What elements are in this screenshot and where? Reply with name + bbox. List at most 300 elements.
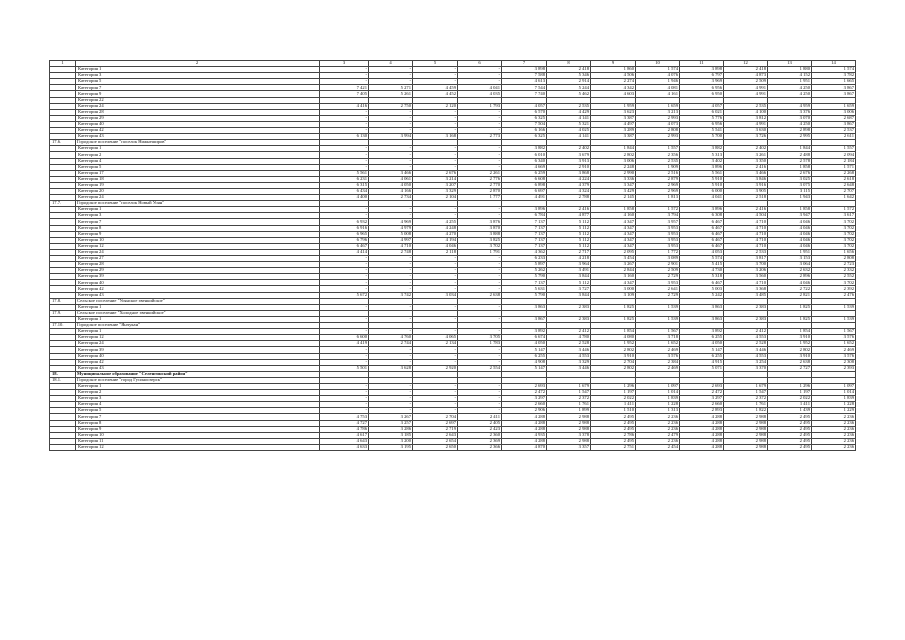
value-cell: 6 166 [502,128,547,134]
value-cell: - [458,115,502,121]
value-cell: 5 897 [502,262,547,268]
value-cell: 3 185 [369,432,413,438]
value-cell: - [413,207,458,213]
value-cell: 2 472 [680,390,724,396]
value-cell: - [413,316,458,322]
value-cell: 5 112 [547,231,591,237]
value-cell: 4 076 [636,73,680,79]
category-label: Категория 29 [76,268,320,274]
value-cell: - [320,383,369,389]
value-cell: 2 332 [812,268,856,274]
value-cell: 1 951 [768,249,812,255]
value-cell: 2 988 [547,414,591,420]
value-cell: 2 988 [724,420,768,426]
value-cell: - [320,164,369,170]
value-cell: 2 472 [502,390,547,396]
value-cell: 3 896 [502,207,547,213]
value-cell: - [369,396,413,402]
value-cell: 3 953 [636,225,680,231]
value-cell: 6 340 [502,158,547,164]
value-cell: 3 378 [547,432,591,438]
value-cell: 2 879 [636,176,680,182]
category-label: Категория 12 [76,335,320,341]
value-cell: 3 898 [680,67,724,73]
value-cell: 3 630 [724,128,768,134]
value-cell: 5 541 [680,128,724,134]
value-cell: 2 495 [768,438,812,444]
value-cell: - [413,79,458,85]
value-cell: 2 535 [636,158,680,164]
value-cell: 3 702 [812,243,856,249]
value-cell: 2 308 [812,359,856,365]
value-cell: 6 467 [680,231,724,237]
value-cell: 4 152 [768,73,812,79]
value-cell: 1 844 [768,146,812,152]
value-cell: 6 965 [320,231,369,237]
value-cell: 2 236 [636,426,680,432]
value-cell: - [458,280,502,286]
value-cell: 4 046 [768,219,812,225]
value-cell: 3 867 [502,316,547,322]
value-cell: 2 236 [636,438,680,444]
value-cell: 3 782 [812,73,856,79]
value-cell: 4 991 [724,85,768,91]
value-cell: 2 022 [591,396,636,402]
value-cell: 2 802 [591,365,636,371]
value-cell: 2 495 [768,414,812,420]
value-cell: - [458,262,502,268]
value-cell: 1 858 [591,207,636,213]
value-cell: 4 050 [502,341,547,347]
value-cell: 3 947 [768,213,812,219]
category-label: Категория 12 [76,243,320,249]
value-cell: 2 366 [458,444,502,450]
value-cell: 3 957 [636,219,680,225]
value-cell: 2 920 [413,365,458,371]
value-cell: 2 402 [547,146,591,152]
value-cell: 2 145 [591,195,636,201]
value-cell: 3 006 [591,158,636,164]
value-cell: 3 075 [768,182,812,188]
value-cell: 2 751 [591,444,636,450]
value-cell: 3 863 [680,316,724,322]
column-number: 11 [680,61,724,67]
value-cell: 2 660 [502,402,547,408]
category-label: Категория 9 [76,231,320,237]
category-label: Категория 1 [76,316,320,322]
value-cell: - [458,316,502,322]
value-cell: 5 910 [680,176,724,182]
value-cell: 4 991 [724,91,768,97]
value-cell: - [369,79,413,85]
value-cell: 1 822 [724,408,768,414]
value-cell: 2 476 [812,292,856,298]
value-cell: 5 574 [680,256,724,262]
tariff-table [49,60,856,451]
category-label: Категория 3 [76,73,320,79]
value-cell: 4 553 [724,353,768,359]
column-number: 9 [591,61,636,67]
value-cell: - [458,121,502,127]
value-cell: 3 347 [591,182,636,188]
value-cell: 2 418 [547,67,591,73]
value-cell: 4 347 [591,219,636,225]
value-cell: 1 642 [812,195,856,201]
value-cell: 2 261 [458,170,502,176]
value-cell: 3 726 [724,134,768,140]
value-cell: 4 141 [547,115,591,121]
value-cell: - [369,268,413,274]
value-cell: 6 325 [502,134,547,140]
value-cell: 3 870 [458,225,502,231]
category-label: Категория 28 [76,109,320,115]
value-cell: 1 825 [591,304,636,310]
value-cell: 3 702 [812,280,856,286]
value-cell: 3 329 [547,359,591,365]
value-cell: 2 693 [502,383,547,389]
value-cell: 3 200 [369,438,413,444]
value-cell: 4 065 [413,335,458,341]
value-cell: 3 466 [724,170,768,176]
value-cell: - [320,262,369,268]
value-cell: 2 773 [458,134,502,140]
value-cell: - [320,121,369,127]
category-label: Категория 17 [76,170,320,176]
column-number: 6 [458,61,502,67]
value-cell: 3 286 [369,426,413,432]
value-cell: 3 576 [636,353,680,359]
value-cell: 5 244 [547,85,591,91]
value-cell: 2 509 [724,79,768,85]
value-cell: 2 729 [636,292,680,298]
category-label: Категория 43 [76,292,320,298]
column-number: 1 [50,61,76,67]
value-cell: 6 010 [502,152,547,158]
value-cell: 1 197 [591,390,636,396]
value-cell: 7 137 [502,219,547,225]
value-cell: - [320,402,369,408]
value-cell: - [413,213,458,219]
value-cell: 2 094 [812,152,856,158]
section-number: 17.10. [50,323,76,329]
value-cell: 3 153 [768,256,812,262]
value-cell: 5 071 [680,365,724,371]
value-cell: 3 910 [768,335,812,341]
value-cell: 4 362 [502,249,547,255]
value-cell: - [369,390,413,396]
value-cell: 3 387 [591,134,636,140]
value-cell: 4 459 [413,85,458,91]
value-cell: 3 576 [812,335,856,341]
value-cell: 5 700 [680,134,724,140]
section-title: Городское поселение "Янчукан" [76,323,320,329]
section-title: Городское поселение "поселок Нижнеширов" [76,140,320,146]
value-cell: 2 236 [812,444,856,450]
value-cell: - [413,396,458,402]
value-cell: 2 995 [768,134,812,140]
value-cell: 1 825 [591,316,636,322]
value-cell: - [320,274,369,280]
value-cell: - [320,268,369,274]
value-cell: - [413,262,458,268]
category-label: Категория 9 [76,426,320,432]
value-cell: - [413,128,458,134]
value-cell: - [369,383,413,389]
value-cell: 4 959 [768,103,812,109]
column-number: 10 [636,61,680,67]
value-cell: - [413,280,458,286]
value-cell: 1 679 [724,383,768,389]
value-cell: 3 876 [458,219,502,225]
value-cell: 6 315 [320,182,369,188]
value-cell: 2 969 [636,182,680,188]
category-label: Категория 43 [76,134,320,140]
value-cell: 3 368 [724,286,768,292]
value-cell: - [320,109,369,115]
value-cell: 4 347 [591,243,636,249]
value-cell: 4 710 [369,243,413,249]
row-number-cell [50,444,76,450]
value-cell: 3 953 [636,231,680,237]
value-cell: - [458,274,502,280]
value-cell: 2 383 [547,304,591,310]
value-cell: 1 858 [768,207,812,213]
value-cell: - [369,402,413,408]
value-cell: 4 324 [547,188,591,194]
value-cell: 3 702 [812,231,856,237]
value-cell: 5 147 [502,365,547,371]
value-cell: 3 261 [724,152,768,158]
value-cell: 4 491 [502,195,547,201]
value-cell: 5 415 [680,262,724,268]
category-label: Категория 40 [76,121,320,127]
value-cell: 3 006 [812,109,856,115]
value-cell: 3 576 [812,353,856,359]
value-cell: 4 255 [413,219,458,225]
value-cell: 6 608 [502,176,547,182]
value-cell: 3 376 [768,109,812,115]
value-cell: 2 898 [768,128,812,134]
category-label: Категория 2 [76,390,320,396]
value-cell: 6 797 [680,73,724,79]
value-cell: - [369,207,413,213]
value-cell: 1 539 [636,316,680,322]
value-cell: 2 495 [768,432,812,438]
value-cell: 2 844 [591,268,636,274]
value-cell: 5 346 [547,73,591,79]
value-cell: 3 727 [547,286,591,292]
value-cell: 1 854 [591,329,636,335]
value-cell: 2 893 [680,408,724,414]
value-cell: 2 418 [724,67,768,73]
value-cell: 3 195 [369,444,413,450]
category-label: Категория 40 [76,353,320,359]
value-cell: - [320,286,369,292]
value-cell: 1 439 [768,408,812,414]
column-number: 7 [502,61,547,67]
value-cell: 2 495 [591,414,636,420]
value-cell: 2 643 [413,432,458,438]
value-cell: 2 788 [547,195,591,201]
value-cell: 2 411 [458,414,502,420]
value-cell: - [369,67,413,73]
value-cell: 3 297 [502,396,547,402]
value-cell: 1 952 [768,341,812,347]
value-cell: 5 318 [680,274,724,280]
value-cell: 4 194 [413,237,458,243]
value-cell: 4 870 [502,444,547,450]
value-cell: 2 821 [768,292,812,298]
value-cell: - [320,353,369,359]
value-cell: - [413,146,458,152]
value-cell: 4 760 [369,335,413,341]
value-cell: 3 994 [369,134,413,140]
value-cell: 5 147 [680,347,724,353]
value-cell: 3 267 [591,262,636,268]
value-cell: 3 863 [680,304,724,310]
value-cell: 3 446 [724,347,768,353]
value-cell: 6 467 [320,243,369,249]
value-cell: 4 710 [724,219,768,225]
category-label: Категория 12 [76,444,320,450]
section-number: 17.6. [50,140,76,146]
value-cell: 2 528 [724,341,768,347]
value-cell: 2 988 [724,444,768,450]
value-cell: 2 676 [768,170,812,176]
value-cell: 3 700 [724,262,768,268]
value-cell: - [458,256,502,262]
value-cell: 3 446 [547,347,591,353]
value-cell: 6 255 [680,335,724,341]
value-cell: - [320,304,369,310]
value-cell: 7 137 [502,237,547,243]
value-cell: 1 952 [591,341,636,347]
value-cell: 3 844 [547,292,591,298]
value-cell: 1 679 [547,383,591,389]
value-cell: 3 812 [724,115,768,121]
value-cell: 1 761 [724,402,768,408]
value-cell: 5 790 [502,274,547,280]
value-cell: - [369,121,413,127]
value-cell: 3 454 [591,256,636,262]
value-cell: 3 560 [724,274,768,280]
value-cell: 3 466 [369,170,413,176]
value-cell: 1 652 [812,341,856,347]
value-cell: 6 000 [680,188,724,194]
value-cell: - [458,329,502,335]
value-cell: - [369,280,413,286]
value-cell: - [320,79,369,85]
value-cell: 3 168 [413,134,458,140]
value-cell: 1 854 [768,329,812,335]
category-label: Категория 24 [76,341,320,347]
value-cell: 3 070 [768,115,812,121]
value-cell: - [369,359,413,365]
value-cell: - [413,152,458,158]
category-label: Категория 4 [76,402,320,408]
value-cell: 2 236 [812,432,856,438]
value-cell: - [369,286,413,292]
value-cell: 1 014 [812,390,856,396]
value-cell: 1 951 [768,79,812,85]
value-cell: 3 336 [591,176,636,182]
value-cell: 2 469 [812,347,856,353]
value-cell: - [369,316,413,322]
column-number: 8 [547,61,591,67]
value-cell: 6 467 [680,237,724,243]
column-number: 12 [724,61,768,67]
value-cell: 4 504 [724,213,768,219]
value-cell: 1 652 [636,341,680,347]
value-cell: 3 702 [812,219,856,225]
value-cell: 6 467 [680,219,724,225]
value-cell: 2 638 [458,292,502,298]
value-cell: 4 073 [636,121,680,127]
value-cell: 1 574 [636,67,680,73]
value-cell: 2 914 [547,79,591,85]
category-label: Категория 10 [76,237,320,243]
value-cell: 6 916 [320,225,369,231]
value-cell: 2 236 [812,438,856,444]
category-label: Категория 3 [76,396,320,402]
value-cell: 2 537 [812,128,856,134]
category-label: Категория 39 [76,347,320,353]
value-cell: 4 727 [320,420,369,426]
value-cell: 2 554 [458,365,502,371]
value-cell: 2 776 [458,176,502,182]
value-cell: 5 147 [502,347,547,353]
value-cell: 3 846 [724,176,768,182]
value-cell: 2 704 [591,359,636,365]
value-cell: 3 485 [724,292,768,298]
value-cell: 2 402 [724,146,768,152]
value-cell: 1 296 [591,383,636,389]
value-cell: 6 467 [680,243,724,249]
value-cell: 2 750 [369,103,413,109]
value-cell: 5 112 [547,225,591,231]
value-cell: 2 405 [458,420,502,426]
value-cell: 2 274 [591,79,636,85]
value-cell: 3 491 [547,268,591,274]
value-cell: - [320,67,369,73]
category-label: Категория 8 [76,225,320,231]
category-label: Категория 1 [76,146,320,152]
value-cell: 1 411 [591,402,636,408]
value-cell: 1 097 [812,383,856,389]
value-cell: 2 495 [768,444,812,450]
value-cell: - [458,152,502,158]
value-cell: 2 719 [413,426,458,432]
value-cell: 4 710 [724,225,768,231]
value-cell: 4 046 [768,280,812,286]
value-cell: 3 297 [680,396,724,402]
value-cell: 3 000 [591,286,636,292]
value-cell: 5 313 [680,152,724,158]
value-cell: 2 372 [724,396,768,402]
value-cell: 1 229 [812,408,856,414]
value-cell: 6 233 [502,256,547,262]
value-cell: 1 510 [591,408,636,414]
value-cell: - [458,383,502,389]
value-cell: 4 710 [724,237,768,243]
value-cell: - [413,115,458,121]
value-cell: 4 288 [680,444,724,450]
value-cell: 2 469 [636,347,680,353]
value-cell: 6 956 [680,85,724,91]
value-cell: - [320,115,369,121]
value-cell: 4 166 [369,188,413,194]
value-cell: 4 288 [680,432,724,438]
